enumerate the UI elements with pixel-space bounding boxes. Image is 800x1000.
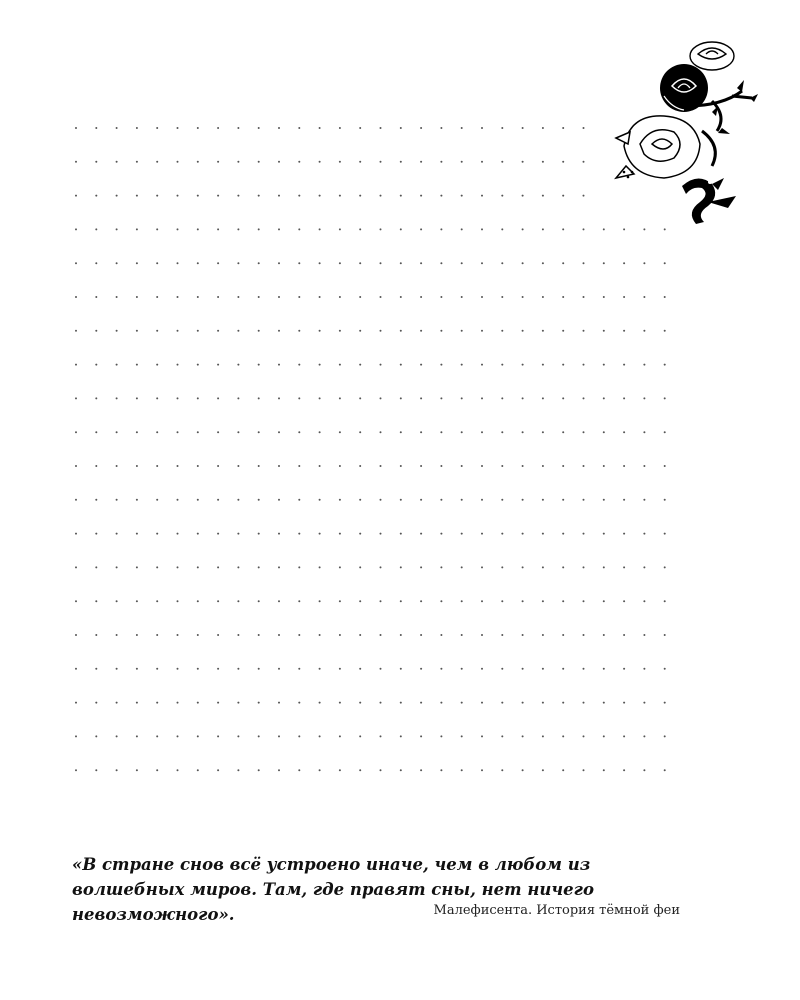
quote-text: «В стране снов всё устроено иначе, чем в любом из волшебных миров. Там, где правят сны, нет ничего невозможного». — [72, 855, 594, 924]
black-rose — [660, 64, 708, 112]
top-rose — [690, 42, 734, 70]
dragon — [682, 178, 736, 224]
quote-source: Малефисента. История тёмной феи — [433, 903, 680, 918]
rose-dragon-ornament-icon — [612, 36, 762, 226]
white-rose — [616, 116, 700, 178]
